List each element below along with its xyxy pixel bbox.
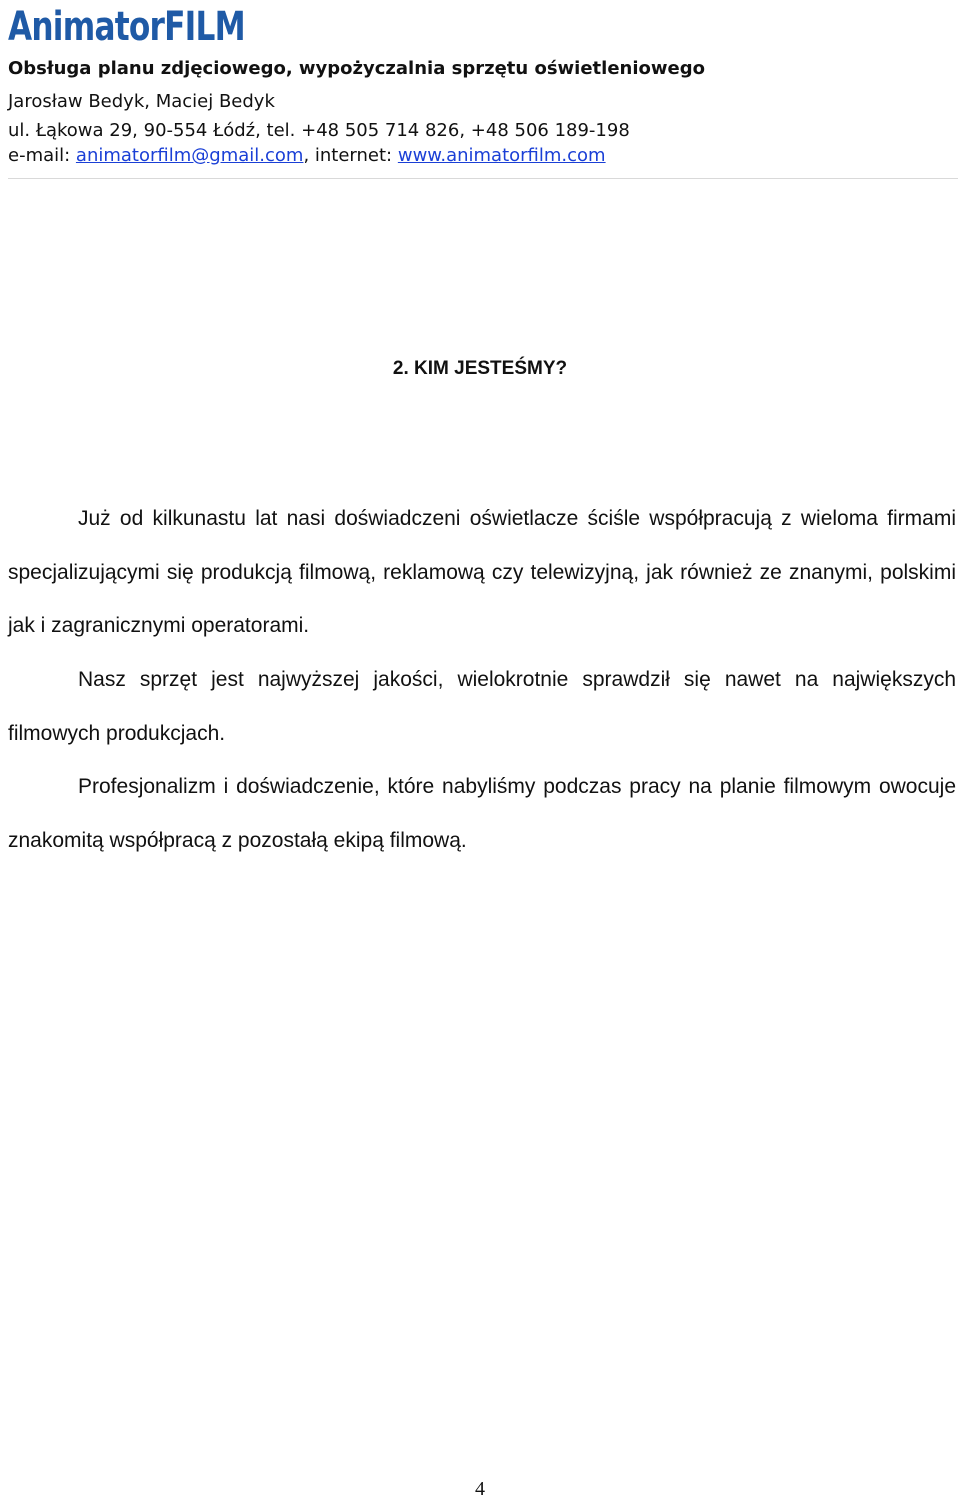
website-link[interactable]: www.animatorfilm.com xyxy=(397,145,606,166)
email-label: e-mail: xyxy=(8,145,76,166)
paragraph-3: Profesjonalizm i doświadczenie, które nabyliśmy podczas pracy na planie filmowym owocuje znakomitą współpracą z pozostałą ekipą filmową. xyxy=(8,775,956,852)
header-divider xyxy=(8,178,958,179)
paragraph-2: Nasz sprzęt jest najwyższej jakości, wielokrotnie sprawdził się nawet na największych filmowych produkcjach. xyxy=(8,668,956,745)
header-title: Obsługa planu zdjęciowego, wypożyczalnia sprzętu oświetleniowego xyxy=(8,58,705,79)
section-heading: 2. KIM JESTEŚMY? xyxy=(392,358,568,379)
company-logo: AnimatorFILM xyxy=(8,4,245,50)
header-address: ul. Łąkowa 29, 90-554 Łódź, tel. +48 505 714 826, +48 506 189-198 xyxy=(8,120,630,141)
email-link[interactable]: animatorfilm@gmail.com xyxy=(75,145,304,166)
header-names: Jarosław Bedyk, Maciej Bedyk xyxy=(8,91,275,112)
internet-label: , internet: xyxy=(303,145,398,166)
paragraph-1: Już od kilkunastu lat nasi doświadczeni oświetlacze ściśle współpracują z wieloma firmami specjalizującymi się produkcją filmową, reklamową czy telewizyjną, jak również ze znanymi, polskimi jak i zagranicznymi operatorami. xyxy=(8,507,956,637)
page-number: 4 xyxy=(475,1478,485,1500)
header-contact xyxy=(8,145,606,167)
